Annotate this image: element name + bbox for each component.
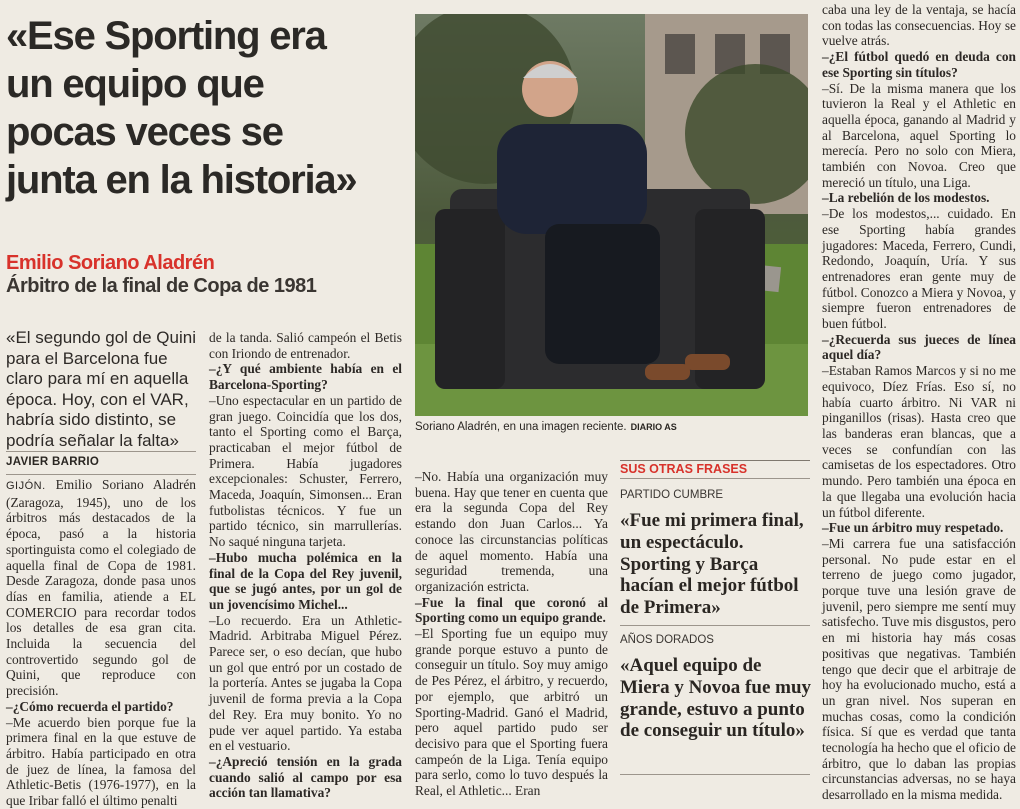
interview-question: –¿Recuerda sus jueces de línea aquel día? <box>822 331 1016 363</box>
paragraph: –Uno espectacular en un partido de gran juego. Coincidía que los dos, tanto el Sporting como el Barça, practicaban el mejor fútbol de Primera. Había jugadores excepcionales: Schuster, Ferrero, Maceda, Joaquín, Simonsen... Eran futbolistas técnicos. Y fue un partido técnico, sin marrullerías. No saqué ninguna tarjeta. <box>209 392 402 550</box>
interview-question: –¿El fútbol quedó en deuda con ese Sporting sin títulos? <box>822 49 1016 80</box>
paragraph: –No. Había una organización muy buena. Hay que tener en cuenta que era la segunda Copa del Rey estando don Juan Carlos... Ya conoce las circunstancias políticas de aquel momento. Había una seguridad tremenda, una organización estricta. <box>415 469 608 594</box>
pull-quote: «El segundo gol de Quini para el Barcelona fue claro para mí en aquella época. Hoy, con el VAR, habría sido distinto, se podría señalar la falta» <box>6 328 196 450</box>
photo <box>415 14 808 416</box>
paragraph: –Sí. De la misma manera que los tuvieron la Real y el Athletic en aquella época, ganando al Madrid y al Barcelona, aquel Sporting lo merecía. Pero no solo con Miera, también con Novoa. Creo que mereció un título, una Liga. <box>822 80 1016 190</box>
paragraph: –Me acuerdo bien porque fue la primera final en la que estuve de árbitro. Había participado en otra de juez de línea, la famosa del Athletic-Betis (1976-1977), en la que Iribar falló el último penalti <box>6 714 196 809</box>
byline-rule-top <box>6 451 196 452</box>
paragraph: –Mi carrera fue una satisfacción personal. No pude estar en el terreno de juego como jugador, porque tuve una lesión grave de juvenil, pero siempre me sentí muy satisfecho. Tuve mis disgustos, pero en mi historia hay más cosas positivas que negativas. También tengo que decir que el arbitraje de hoy ha evolucionado mucho, está a un gran nivel. Nos superan en muchas cosas, como la condición física. Sí que es verdad que tanta tecnología ha hecho que el oficio de árbitro, que lo daban las propias circunstancias adversas, no se haya desarrollado en la misma medida. <box>822 535 1016 803</box>
article-column-1 <box>6 477 196 809</box>
paragraph <box>6 477 196 699</box>
interview-question: –¿Cómo recuerda el partido? <box>6 698 174 714</box>
article-column-3 <box>415 469 608 799</box>
box-rule-mid <box>620 625 810 626</box>
photo-credit: DIARIO AS <box>630 422 677 432</box>
interview-question: –¿Apreció tensión en la grada cuando salió al campo por esa acción tan llamativa? <box>209 753 402 801</box>
box-quote-1: «Fue mi primera final, un espectáculo. Sporting y Barça hacían el mejor fútbol de Primera» <box>620 510 804 619</box>
box-rule-bottom <box>620 774 810 775</box>
headline: «Ese Sporting era un equipo que pocas veces se junta en la historia» <box>6 14 357 202</box>
box-label-1: PARTIDO CUMBRE <box>620 489 724 501</box>
author-name: Emilio Soriano Aladrén <box>6 252 215 274</box>
byline-rule-bottom <box>6 474 196 475</box>
article-column-2 <box>209 330 402 801</box>
interview-question: –Fue la final que coronó al Sporting como un equipo grande. <box>415 594 608 626</box>
article-column-4 <box>822 2 1016 803</box>
photo-illustration <box>415 14 808 416</box>
paragraph: de la tanda. Salió campeón el Betis con Iriondo de entrenador. <box>209 330 402 361</box>
interview-question: –Hubo mucha polémica en la final de la Copa del Rey juvenil, que se jugó antes, por un gol de un jovencísimo Michel... <box>209 549 402 612</box>
author-role: Árbitro de la final de Copa de 1981 <box>6 275 317 297</box>
byline: JAVIER BARRIO <box>6 456 100 468</box>
box-rule-title <box>620 478 810 479</box>
paragraph-text: Emilio Soriano Aladrén (Zaragoza, 1945), uno de los árbitros más destacados de la época, pasó a la historia sportinguista como el colegiado de aquella final de Copa de 1981. Desde Zaragoza, donde pasa unos días en familia, atiende a EL COMERCIO para recordar todos los detalles de esa gran cita. Incluida la secuencia del controvertido segundo gol de Quini, que reproduce con precisión. <box>6 477 196 699</box>
photo-caption <box>415 421 808 433</box>
interview-question: –Fue un árbitro muy respetado. <box>822 520 1004 536</box>
paragraph: –De los modestos,... cuidado. En ese Sporting había grandes jugadores: Maceda, Ferrero, Cundi, Redondo, Joaquín, Uría. Y sus entrenadores eran gente muy de fútbol. Conozco a Miera y Novoa, y siempre fueron entrenadores de buen fútbol. <box>822 206 1016 332</box>
box-rule-top <box>620 460 810 461</box>
paragraph: –El Sporting fue un equipo muy grande porque estuvo a punto de conseguir un título. Soy muy amigo de Pes Pérez, el árbitro, y recuerdo, por ejemplo, que arbitró un Sporting-Madrid. Ganó el Madrid, pero aquel partido pudo ser decisivo para que el Sporting fuera campeón de la Liga. Tenía equipo para serlo, como lo tuvo después la Real, el Athletic... Eran <box>415 626 608 799</box>
paragraph: –Estaban Ramos Marcos y si no me equivoco, Díez Frías. Eso sí, no había cuarto árbitro. Ni VAR ni pinganillos (risas). Hasta creo que las banderas eran blancas, que a veces se confundían con las camisetas de los espectadores. Otro mundo. Pero también una época en la que llegaba una evolución hacia un fútbol diferente. <box>822 363 1016 520</box>
box-quote-2: «Aquel equipo de Miera y Novoa fue muy grande, estuvo a punto de conseguir un título» <box>620 655 812 742</box>
box-title: SUS OTRAS FRASES <box>620 462 748 476</box>
caption-text: Soriano Aladrén, en una imagen reciente. <box>415 421 627 433</box>
dateline: GIJÓN. <box>6 480 46 492</box>
interview-question: –La rebelión de los modestos. <box>822 190 990 206</box>
interview-question: –¿Y qué ambiente había en el Barcelona-Sporting? <box>209 361 402 393</box>
paragraph: caba una ley de la ventaja, se hacía con todas las consecuencias. Hoy se vuelve atrás. <box>822 2 1016 49</box>
paragraph: –Lo recuerdo. Era un Athletic-Madrid. Arbitraba Miguel Pérez. Parece ser, o eso decían, que hubo un gol que entró por un costado de la portería. Antes se jugaba la Copa juvenil de forma previa a la Copa del Rey. Era muy bonito. Yo no pude ver aquel partido. Ya estaba en el vestuario. <box>209 612 402 754</box>
box-label-2: AÑOS DORADOS <box>620 634 714 646</box>
